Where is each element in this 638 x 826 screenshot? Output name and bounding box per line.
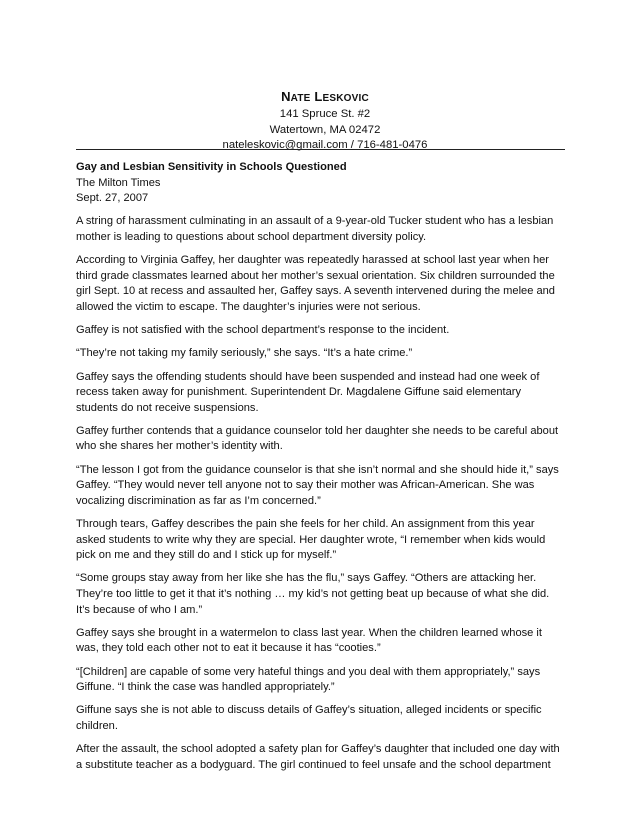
paragraph: Gaffey says she brought in a watermelon to class last year. When the children learned whose it was, they told each other not to eat it because it has “cooties.” (76, 626, 542, 655)
address-line-2: Watertown, MA 02472 (269, 123, 381, 136)
header-divider (76, 149, 565, 150)
name-first-initial: N (281, 89, 291, 104)
publication-date: Sept. 27, 2007 (76, 192, 149, 205)
paragraph: “The lesson I got from the guidance counselor is that she isn’t normal and she should hide it,” says Gaffey. “They would never tell anyone not to say their mother was African-American. She was vocalizing discrimination as far as I’m concerned.” (76, 463, 559, 507)
paragraph: “Some groups stay away from her like she has the flu,” says Gaffey. “Others are attacking her. They’re too little to get it that it’s nothing … my kid’s not getting beat up because of what she did. It’s because of who I am.” (76, 572, 550, 616)
author-name (12, 88, 638, 107)
paragraph: According to Virginia Gaffey, her daughter was repeatedly harassed at school last year when her third grade classmates learned about her mother’s sexual orientation. Six children surrounded the girl Sept. 10 at recess and assaulted her, Gaffey says. A seventh intervened during the melee and allowed the victim to escape. The daughter’s injuries were not serious. (76, 254, 555, 313)
paragraph: “They’re not taking my family seriously,” she says. “It’s a hate crime.” (76, 347, 413, 360)
paragraph: A string of harassment culminating in an assault of a 9-year-old Tucker student who has a lesbian mother is leading to questions about school department diversity policy. (76, 215, 554, 243)
paragraph: “[Children] are capable of some very hateful things and you deal with them appropriately,” says Giffune. “I think the case was handled appropriately.” (76, 665, 541, 694)
publication-name: The Milton Times (76, 176, 161, 189)
article-body (76, 160, 566, 781)
paragraph: Gaffey further contends that a guidance counselor told her daughter she needs to be careful about who she shares her mother’s identity with. (76, 424, 559, 453)
name-last-initial: L (314, 89, 323, 104)
paragraph: Through tears, Gaffey describes the pain she feels for her child. An assignment from this year asked students to write why they are special. Her daughter wrote, “I remember when kids would pick on me and they still do and I stick up for myself.” (76, 518, 546, 562)
name-first-rest: ATE (290, 93, 311, 104)
letterhead (0, 88, 638, 154)
paragraph: Giffune says she is not able to discuss details of Gaffey’s situation, alleged incidents or specific children. (76, 704, 542, 732)
address-line-1: 141 Spruce St. #2 (279, 108, 371, 120)
name-last-rest: ESKOVIC (322, 93, 369, 104)
article-meta (76, 160, 566, 207)
paragraph: Gaffey is not satisfied with the school department’s response to the incident. (76, 324, 450, 337)
contact-line: nateleskovic@gmail.com / 716-481-0476 (222, 139, 428, 151)
paragraph: Gaffey says the offending students should have been suspended and instead had one week of recess taken away for punishment. Superintendent Dr. Magdalene Giffune said elementary students do not receive suspensions. (76, 370, 540, 414)
paragraph: After the assault, the school adopted a safety plan for Gaffey’s daughter that included one day with a substitute teacher as a bodyguard. The girl continued to feel unsafe and the school department (76, 743, 560, 771)
article-headline: Gay and Lesbian Sensitivity in Schools Questioned (76, 161, 347, 173)
